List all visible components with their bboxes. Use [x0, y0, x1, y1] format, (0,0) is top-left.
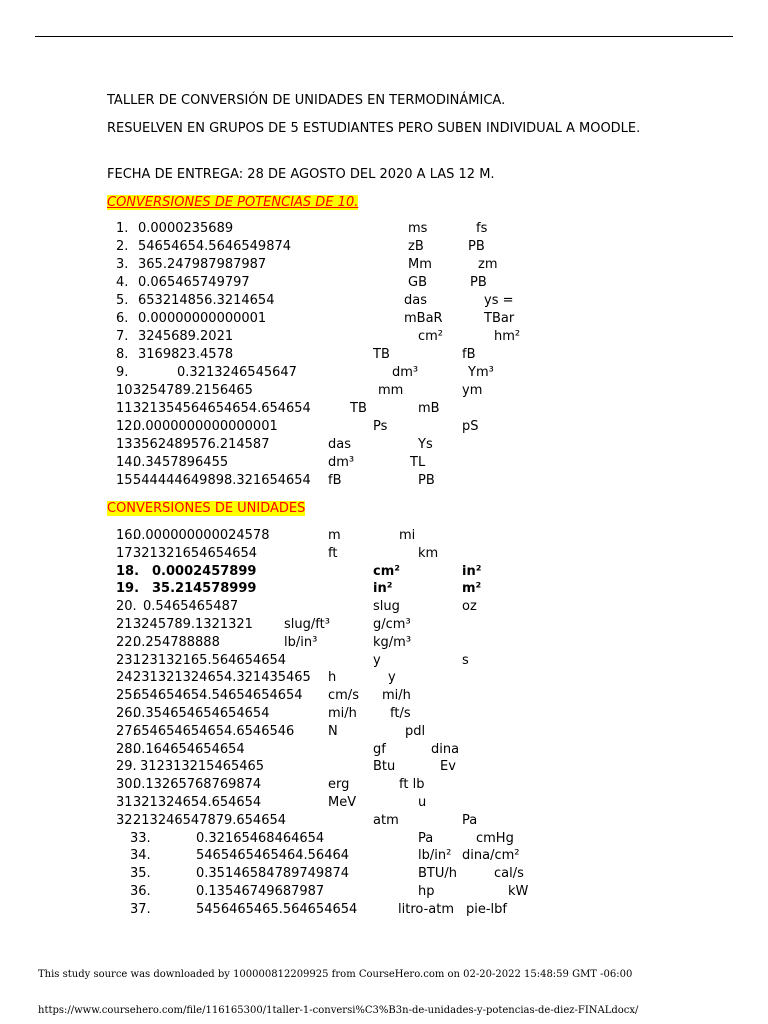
section2-heading: CONVERSIONES DE UNIDADES	[107, 501, 306, 516]
to-unit: Pa	[462, 812, 478, 828]
item-number: 30.	[116, 777, 137, 793]
to-unit: TBar	[484, 311, 515, 326]
section2-heading-wrap	[107, 500, 667, 517]
power-conversion-row	[0, 220, 768, 238]
from-unit: MeV	[328, 795, 357, 810]
to-unit: kW	[508, 884, 529, 899]
from-unit: Mm	[408, 257, 432, 272]
from-unit: zB	[408, 239, 424, 254]
item-number: 37.	[130, 901, 151, 917]
item-number: 11.	[116, 401, 137, 416]
to-unit: y	[388, 670, 396, 686]
unit-conversion-row	[0, 794, 768, 812]
item-number: 31.	[116, 795, 137, 810]
unit-conversion-row	[0, 758, 768, 776]
power-conversion-row	[0, 274, 768, 292]
from-unit: cm²	[418, 329, 444, 344]
item-value: 231321324654.321435465	[133, 670, 311, 686]
to-unit: ft/s	[390, 706, 411, 721]
item-value: 3562489576.214587	[133, 437, 270, 452]
item-value: 0.3213246545647	[177, 365, 297, 380]
to-unit: pS	[462, 419, 479, 434]
item-value: 0.000000000024578	[133, 528, 270, 543]
power-conversion-row	[0, 328, 768, 346]
document-title: TALLER DE CONVERSIÓN DE UNIDADES EN TERMODINÁMICA.	[107, 93, 506, 108]
item-number: 16.	[116, 528, 137, 543]
source-url: https://www.coursehero.com/file/116165300/1taller-1-conversi%C3%B3n-de-unidades-y-potencias-de-diez-FINALdocx/	[38, 1005, 639, 1016]
item-value: 654654654.54654654654	[133, 688, 303, 704]
item-number: 3.	[116, 257, 129, 272]
item-number: 24.	[116, 670, 137, 686]
to-unit: g/cm³	[373, 617, 411, 632]
item-value: 0.0000000000000001	[133, 419, 278, 434]
item-value: 213246547879.654654	[133, 812, 287, 828]
top-divider	[35, 36, 733, 37]
to-unit: in²	[462, 563, 482, 579]
unit-conversion-row	[0, 812, 768, 830]
unit-conversion-row	[0, 847, 768, 865]
from-unit: mm	[378, 383, 404, 398]
item-number: 14.	[116, 455, 137, 470]
from-unit: cm²	[373, 563, 400, 579]
from-unit: slug	[373, 599, 400, 615]
to-unit: hm²	[494, 329, 521, 344]
power-conversion-row	[0, 292, 768, 310]
to-unit: dina/cm²	[462, 848, 520, 864]
from-unit: slug/ft³	[284, 617, 330, 632]
item-value: 365.247987987987	[138, 257, 267, 272]
item-value: 0.0000235689	[138, 221, 234, 236]
item-number: 36.	[130, 884, 151, 899]
from-unit: lb/in³	[284, 634, 318, 650]
to-unit: TL	[410, 455, 426, 470]
item-value: 35.214578999	[152, 581, 257, 597]
unit-conversion-row	[0, 741, 768, 759]
to-unit: fB	[462, 347, 476, 362]
to-unit: Ys	[418, 437, 433, 452]
item-number: 23.	[116, 652, 137, 668]
item-value: 0.164654654654	[133, 741, 245, 757]
from-unit: Btu	[373, 759, 396, 775]
item-value: 0.32165468464654	[196, 830, 325, 846]
unit-conversion-row	[0, 687, 768, 705]
from-unit: Ps	[373, 419, 388, 434]
to-unit: Ev	[440, 759, 456, 775]
item-number: 7.	[116, 329, 129, 344]
unit-conversion-row	[0, 901, 768, 919]
item-value: 54654654.5646549874	[138, 239, 292, 254]
from-unit: BTU/h	[418, 866, 457, 882]
from-unit: gf	[373, 741, 386, 757]
item-value: 544444649898.321654654	[133, 473, 311, 488]
item-value: 5465465465464.56464	[196, 848, 350, 864]
from-unit: mi/h	[328, 706, 357, 721]
item-number: 18.	[116, 563, 140, 579]
to-unit: mi/h	[382, 688, 411, 704]
item-value: 0.3457896455	[133, 455, 229, 470]
item-number: 21.	[116, 617, 137, 632]
from-unit: erg	[328, 777, 350, 793]
item-value: 321321654654654	[133, 545, 258, 561]
item-number: 4.	[116, 275, 129, 290]
unit-conversion-row	[0, 669, 768, 687]
to-unit: pie-lbf	[466, 901, 507, 917]
instructions: RESUELVEN EN GRUPOS DE 5 ESTUDIANTES PERO SUBEN INDIVIDUAL A MOODLE.	[107, 121, 641, 136]
item-number: 33.	[130, 830, 151, 846]
unit-conversion-row	[0, 545, 768, 563]
to-unit: zm	[478, 257, 498, 272]
unit-conversion-row	[0, 776, 768, 794]
item-number: 10.	[116, 383, 137, 398]
item-number: 20.	[116, 599, 137, 615]
from-unit: cm/s	[328, 688, 359, 704]
to-unit: m²	[462, 581, 482, 597]
item-number: 13.	[116, 437, 137, 452]
from-unit: ms	[408, 221, 428, 236]
unit-conversion-row	[0, 865, 768, 883]
from-unit: dm³	[392, 365, 419, 380]
item-value: 0.254788888	[133, 634, 220, 650]
item-value: 3254789.2156465	[133, 383, 253, 398]
from-unit: m	[328, 528, 341, 543]
from-unit: das	[404, 293, 427, 308]
from-unit: TB	[350, 401, 367, 416]
to-unit: oz	[462, 599, 477, 615]
to-unit: mi	[399, 528, 416, 543]
item-value: 0.35146584789749874	[196, 866, 350, 882]
item-number: 1.	[116, 221, 129, 236]
item-number: 15.	[116, 473, 137, 488]
to-unit: pdl	[405, 723, 426, 739]
from-unit: dm³	[328, 455, 355, 470]
from-unit: Pa	[418, 830, 434, 846]
power-conversion-row	[0, 382, 768, 400]
item-value: 3169823.4578	[138, 347, 234, 362]
to-unit: ym	[462, 383, 483, 398]
power-conversion-row	[0, 256, 768, 274]
to-unit: s	[462, 652, 469, 668]
item-value: 0.00000000000001	[138, 311, 267, 326]
item-value: 3245689.2021	[138, 329, 234, 344]
due-date: FECHA DE ENTREGA: 28 DE AGOSTO DEL 2020 A LAS 12 M.	[107, 167, 495, 182]
power-conversion-row	[0, 400, 768, 418]
unit-conversion-row	[0, 527, 768, 545]
item-number: 12.	[116, 419, 137, 434]
item-number: 27.	[116, 723, 137, 739]
from-unit: ft	[328, 545, 338, 561]
item-number: 34.	[130, 848, 151, 864]
item-number: 28.	[116, 741, 137, 757]
item-number: 2.	[116, 239, 129, 254]
item-value: 321354564654654.654654	[133, 401, 311, 416]
to-unit: u	[418, 795, 427, 810]
power-conversion-row	[0, 454, 768, 472]
item-number: 26.	[116, 706, 137, 721]
power-conversion-row	[0, 418, 768, 436]
item-number: 9.	[116, 365, 129, 380]
to-unit: ys =	[484, 293, 514, 308]
from-unit: mBaR	[404, 311, 443, 326]
from-unit: h	[328, 670, 337, 686]
from-unit: hp	[418, 884, 435, 899]
item-number: 32.	[116, 812, 137, 828]
item-value: 0.5465465487	[143, 599, 239, 615]
item-value: 312313215465465	[140, 759, 265, 775]
item-number: 17.	[116, 545, 137, 561]
item-number: 22.	[116, 634, 137, 650]
power-conversion-row	[0, 238, 768, 256]
item-number: 19.	[116, 581, 140, 597]
unit-conversion-row	[0, 634, 768, 652]
from-unit: fB	[328, 473, 342, 488]
item-value: 5456465465.564654654	[196, 901, 358, 917]
item-value: 0.0002457899	[152, 563, 257, 579]
item-value: 123132165.564654654	[133, 652, 287, 668]
item-value: 0.354654654654654	[133, 706, 270, 721]
from-unit: in²	[373, 581, 393, 597]
to-unit: cmHg	[476, 830, 514, 846]
to-unit: ft lb	[399, 777, 425, 793]
to-unit: PB	[470, 275, 487, 290]
item-value: 0.13265768769874	[133, 777, 262, 793]
item-value: 321324654.654654	[133, 795, 262, 810]
to-unit: cal/s	[494, 866, 524, 882]
to-unit: mB	[418, 401, 440, 416]
item-number: 8.	[116, 347, 129, 362]
power-conversion-row	[0, 472, 768, 490]
unit-conversion-row	[0, 723, 768, 741]
item-number: 35.	[130, 866, 151, 882]
item-value: 653214856.3214654	[138, 293, 275, 308]
to-unit: Ym³	[468, 365, 494, 380]
source-footer: This study source was downloaded by 100000812209925 from CourseHero.com on 02-20-2022 15:48:59 GMT -06:00	[38, 969, 633, 980]
item-value: 654654654654.6546546	[133, 723, 295, 739]
from-unit: lb/in²	[418, 848, 452, 864]
unit-conversion-row	[0, 883, 768, 901]
power-conversion-row	[0, 436, 768, 454]
from-unit: N	[328, 723, 338, 739]
item-number: 6.	[116, 311, 129, 326]
power-conversion-row	[0, 310, 768, 328]
from-unit: das	[328, 437, 351, 452]
item-number: 29.	[116, 759, 137, 775]
to-unit: PB	[468, 239, 485, 254]
section1-heading: CONVERSIONES DE POTENCIAS DE 10.	[107, 195, 359, 210]
to-unit: km	[418, 545, 439, 561]
unit-conversion-row	[0, 830, 768, 848]
power-conversion-row	[0, 364, 768, 382]
section1-heading-wrap	[107, 194, 667, 211]
item-value: 3245789.1321321	[133, 617, 253, 632]
item-value: 0.065465749797	[138, 275, 250, 290]
unit-conversion-row	[0, 563, 768, 581]
unit-conversion-row	[0, 652, 768, 670]
unit-conversion-row	[0, 705, 768, 723]
to-unit: dina	[431, 741, 460, 757]
item-value: 0.13546749687987	[196, 884, 325, 899]
item-number: 25.	[116, 688, 137, 704]
to-unit: fs	[476, 221, 488, 236]
from-unit: TB	[373, 347, 390, 362]
unit-conversion-row	[0, 580, 768, 598]
to-unit: kg/m³	[373, 634, 412, 650]
from-unit: GB	[408, 275, 427, 290]
to-unit: PB	[418, 473, 435, 488]
from-unit: atm	[373, 812, 399, 828]
power-conversion-row	[0, 346, 768, 364]
item-number: 5.	[116, 293, 129, 308]
from-unit: y	[373, 652, 381, 668]
unit-conversion-row	[0, 598, 768, 616]
from-unit: litro-atm	[398, 901, 454, 917]
unit-conversion-row	[0, 616, 768, 634]
